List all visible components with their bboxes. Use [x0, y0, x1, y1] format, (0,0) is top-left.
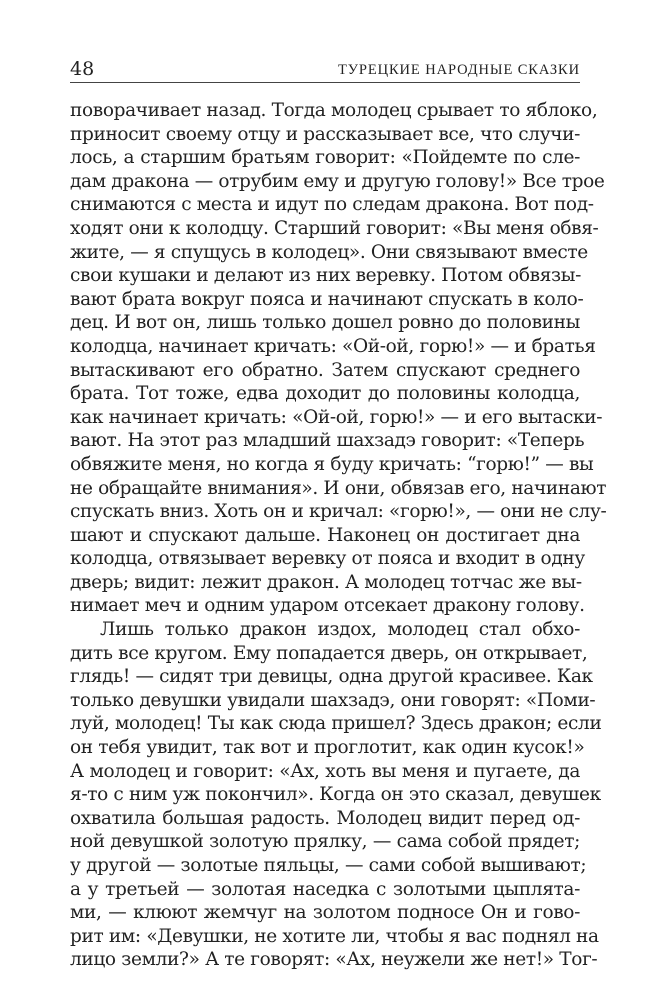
text-line: свои кушаки и делают из них веревку. Потом обвязы- — [70, 265, 582, 287]
text-line: я-то с ним уж покончил». Когда он это сказал, девушек — [70, 784, 601, 806]
paragraph — [70, 99, 607, 618]
text-line: вытаскивают его обратно. Затем спускают среднего — [70, 359, 580, 381]
text-line: нимает меч и одним ударом отсекает дракону голову. — [70, 595, 585, 617]
text-line: жите, — я спущусь в колодец». Они связывают вместе — [70, 241, 588, 263]
text-line: не обращайте внимания». И они, обвязав его, начинают — [70, 477, 607, 499]
text-line: глядь! — сидят три девицы, одна другой красивее. Как — [70, 666, 593, 688]
text-line: приносит своему отцу и рассказывает все, что случи- — [70, 123, 580, 145]
text-line: а у третьей — золотая наседка с золотыми цыплята- — [70, 878, 580, 900]
text-line: колодца, отвязывает веревку от пояса и входит в одну — [70, 548, 585, 570]
text-line: лось, а старшим братьям говорит: «Пойдемте по сле- — [70, 147, 580, 169]
text-line: луй, молодец! Ты как сюда пришел? Здесь дракон; если — [70, 713, 602, 735]
book-page — [70, 58, 607, 972]
text-line: спускать вниз. Хоть он и кричал: «горю!», — они не слу- — [70, 501, 607, 523]
text-line: у другой — золотые пяльцы, — сами собой вышивают; — [70, 855, 587, 876]
text-line: шают и спускают дальше. Наконец он достигает дна — [70, 524, 580, 546]
text-line: рит им: «Девушки, не хотите ли, чтобы я вас поднял на — [70, 925, 599, 947]
text-line: поворачивает назад. Тогда молодец срывает то яблоко, — [70, 100, 598, 121]
text-line: дец. И вот он, лишь только дошел ровно до половины — [70, 312, 580, 334]
text-line: вают. На этот раз младший шахзадэ говорит: «Теперь — [70, 430, 585, 452]
text-line: ной девушкой золотую прялку, — сама собой прядет; — [70, 831, 580, 853]
text-line: дам дракона — отрубим ему и другую голову!» Все трое — [70, 170, 605, 192]
text-line: колодца, начинает кричать: «Ой-ой, горю!» — и братья — [70, 335, 596, 357]
text-line: брата. Тот тоже, едва доходит до половины колодца, — [70, 383, 580, 405]
text-line: как начинает кричать: «Ой-ой, горю!» — и его вытаски- — [70, 406, 603, 428]
body-text — [70, 99, 607, 972]
running-head: ТУРЕЦКИЕ НАРОДНЫЕ СКАЗКИ — [337, 62, 580, 78]
text-line: он тебя увидит, так вот и проглотит, как один кусок!» — [70, 737, 585, 759]
text-line: только девушки увидали шахзадэ, они говорят: «Поми- — [70, 689, 596, 711]
page-header — [70, 58, 580, 83]
text-line: Лишь только дракон издох, молодец стал обхо- — [100, 619, 580, 641]
paragraph — [70, 618, 602, 972]
text-line: обвяжите меня, но когда я буду кричать: “горю!” — вы — [70, 453, 594, 475]
text-line: охватила большая радость. Молодец видит перед од- — [70, 807, 580, 829]
page-number: 48 — [70, 58, 95, 80]
text-line: А молодец и говорит: «Ах, хоть вы меня и пугаете, да — [70, 760, 580, 782]
text-line: дверь; видит: лежит дракон. А молодец тотчас же вы- — [70, 571, 582, 593]
text-line: снимаются с места и идут по следам дракона. Вот под- — [70, 194, 594, 216]
text-line: лицо земли?» А те говорят: «Ах, неужели же нет!» Тог- — [70, 949, 598, 971]
text-line: дить все кругом. Ему попадается дверь, он открывает, — [70, 642, 588, 664]
text-line: вают брата вокруг пояса и начинают спускать в коло- — [70, 288, 584, 310]
text-line: ходят они к колодцу. Старший говорит: «Вы меня обвя- — [70, 217, 599, 239]
text-line: ми, — клюют жемчуг на золотом подносе Он и гово- — [70, 902, 580, 924]
